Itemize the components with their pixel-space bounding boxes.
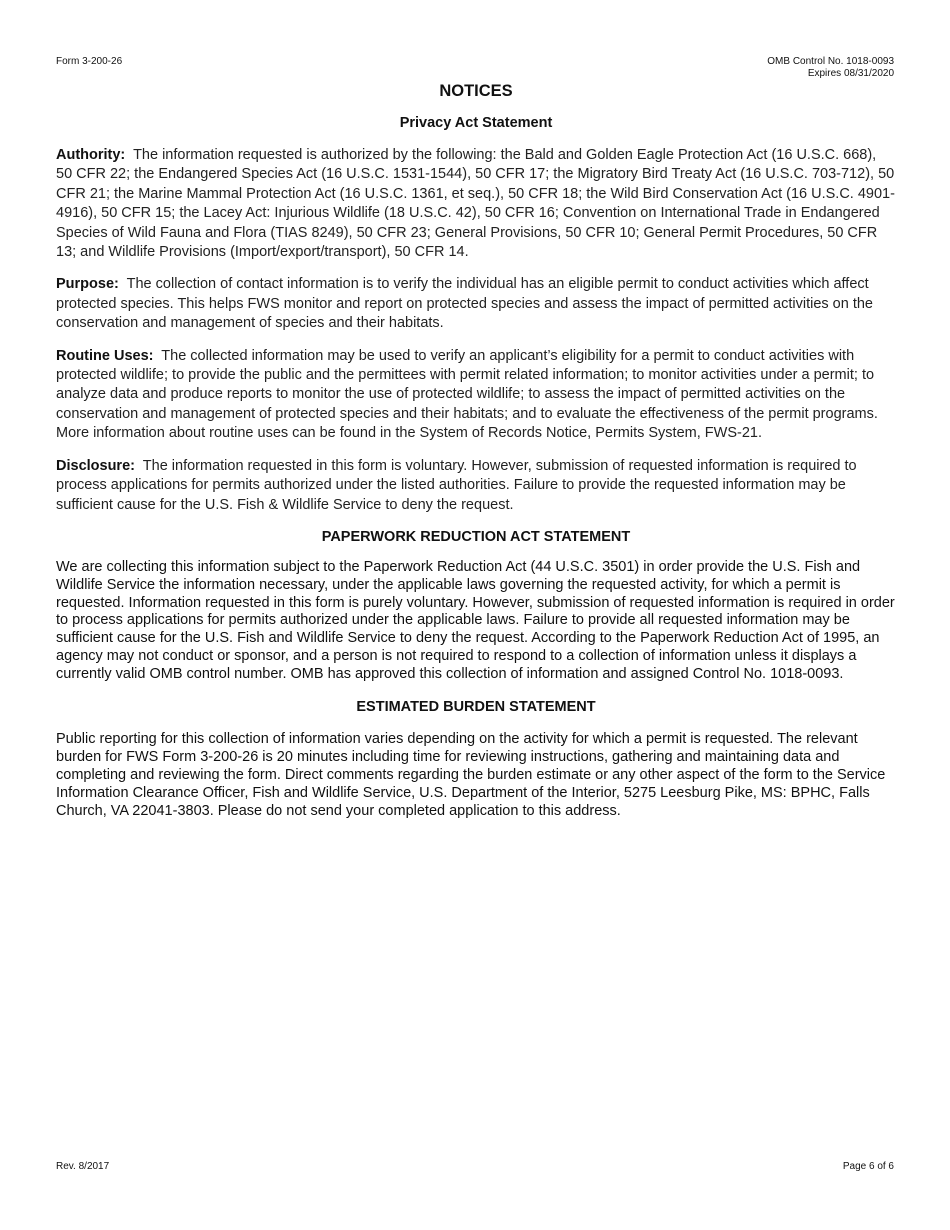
expiration-date: Expires 08/31/2020	[807, 68, 894, 79]
routine-uses-label: Routine Uses:	[56, 347, 154, 364]
omb-control-number: OMB Control No. 1018-0093	[767, 56, 894, 67]
disclosure-paragraph	[56, 457, 896, 515]
authority-paragraph	[56, 146, 896, 262]
routine-uses-text: The collected information may be used to verify an applicant’s eligibility for a permit to conduct activities with protected wildlife; to provide the public and the permittees with permit related information; to monitor activities under a permit; to analyze data and produce reports to monitor the use of protected wildlife; to assess the impact of permitted activities on the conservation and management of protected species and their habitats; and to evaluate the effectiveness of the permit programs. More information about routine uses can be found in the System of Records Notice, Permits System, FWS-21.	[56, 347, 878, 442]
page-number: Page 6 of 6	[842, 1161, 894, 1172]
estimated-burden-text: Public reporting for this collection of information varies depending on the activity for which a permit is requested. The relevant burden for FWS Form 3-200-26 is 20 minutes including time for reviewing instructions, gathering and maintaining data and completing and reviewing the form. Direct comments regarding the burden estimate or any other aspect of the form to the Service Information Clearance Officer, Fish and Wildlife Service, U.S. Department of the Interior, 5275 Leesburg Pike, MS: BPHC, Falls Church, VA 22041-3803. Please do not send your completed application to this address.	[56, 731, 886, 819]
form-number: Form 3-200-26	[56, 56, 123, 67]
estimated-burden-heading: ESTIMATED BURDEN STATEMENT	[356, 699, 596, 716]
disclosure-label: Disclosure:	[56, 457, 135, 474]
notices-content	[56, 80, 896, 820]
disclosure-text: The information requested in this form is voluntary. However, submission of requested information is required to process applications for permits authorized under the listed authorities. Failure to provide the requested information may be sufficient cause for the U.S. Fish & Wildlife Service to deny the request.	[56, 457, 857, 513]
purpose-text: The collection of contact information is to verify the individual has an eligible permit to conduct activities which affect protected species. This helps FWS monitor and report on protected species and assess the impact of permitted activities on the conservation and management of species and their habitats.	[56, 276, 873, 332]
paperwork-reduction-text: We are collecting this information subject to the Paperwork Reduction Act (44 U.S.C. 3501) in order provide the U.S. Fish and Wildlife Service the information necessary, under the applicable laws governing the requested activity, for which a permit is requested. Information requested in this form is purely voluntary. However, submission of requested information is required in order to process applications for permits authorized under the applicable laws. Failure to provide all requested information may be sufficient cause for the U.S. Fish and Wildlife Service to deny the request. According to the Paperwork Reduction Act of 1995, an agency may not conduct or sponsor, and a person is not required to respond to a collection of information unless it displays a currently valid OMB control number. OMB has approved this collection of information and assigned Control No. 1018-0093.	[56, 558, 895, 682]
revision-date: Rev. 8/2017	[56, 1161, 110, 1172]
paperwork-reduction-heading: PAPERWORK REDUCTION ACT STATEMENT	[321, 528, 631, 545]
authority-label: Authority:	[56, 147, 126, 163]
omb-info	[767, 56, 894, 80]
routine-uses-paragraph	[56, 347, 896, 444]
privacy-act-heading: Privacy Act Statement	[399, 115, 553, 131]
purpose-label: Purpose:	[56, 276, 119, 293]
authority-text: The information requested is authorized by the following: the Bald and Golden Eagle Protection Act (16 U.S.C. 668), 50 CFR 22; the Endangered Species Act (16 U.S.C. 1531-1544), 50 CFR 17; the Migratory Bird Treaty Act (16 U.S.C. 703-712), 50 CFR 21; the Marine Mammal Protection Act (16 U.S.C. 1361, et seq.), 50 CFR 18; the Wild Bird Conservation Act (16 U.S.C. 4901-4916), 50 CFR 15; the Lacey Act: Injurious Wildlife (18 U.S.C. 42), 50 CFR 16; Convention on International Trade in Endangered Species of Wild Fauna and Flora (TIAS 8249), 50 CFR 23; General Provisions, 50 CFR 10; General Permit Procedures, 50 CFR 13; and Wildlife Provisions (Import/export/transport), 50 CFR 14.	[56, 147, 895, 261]
purpose-paragraph	[56, 275, 896, 333]
page-title: NOTICES	[439, 82, 513, 100]
